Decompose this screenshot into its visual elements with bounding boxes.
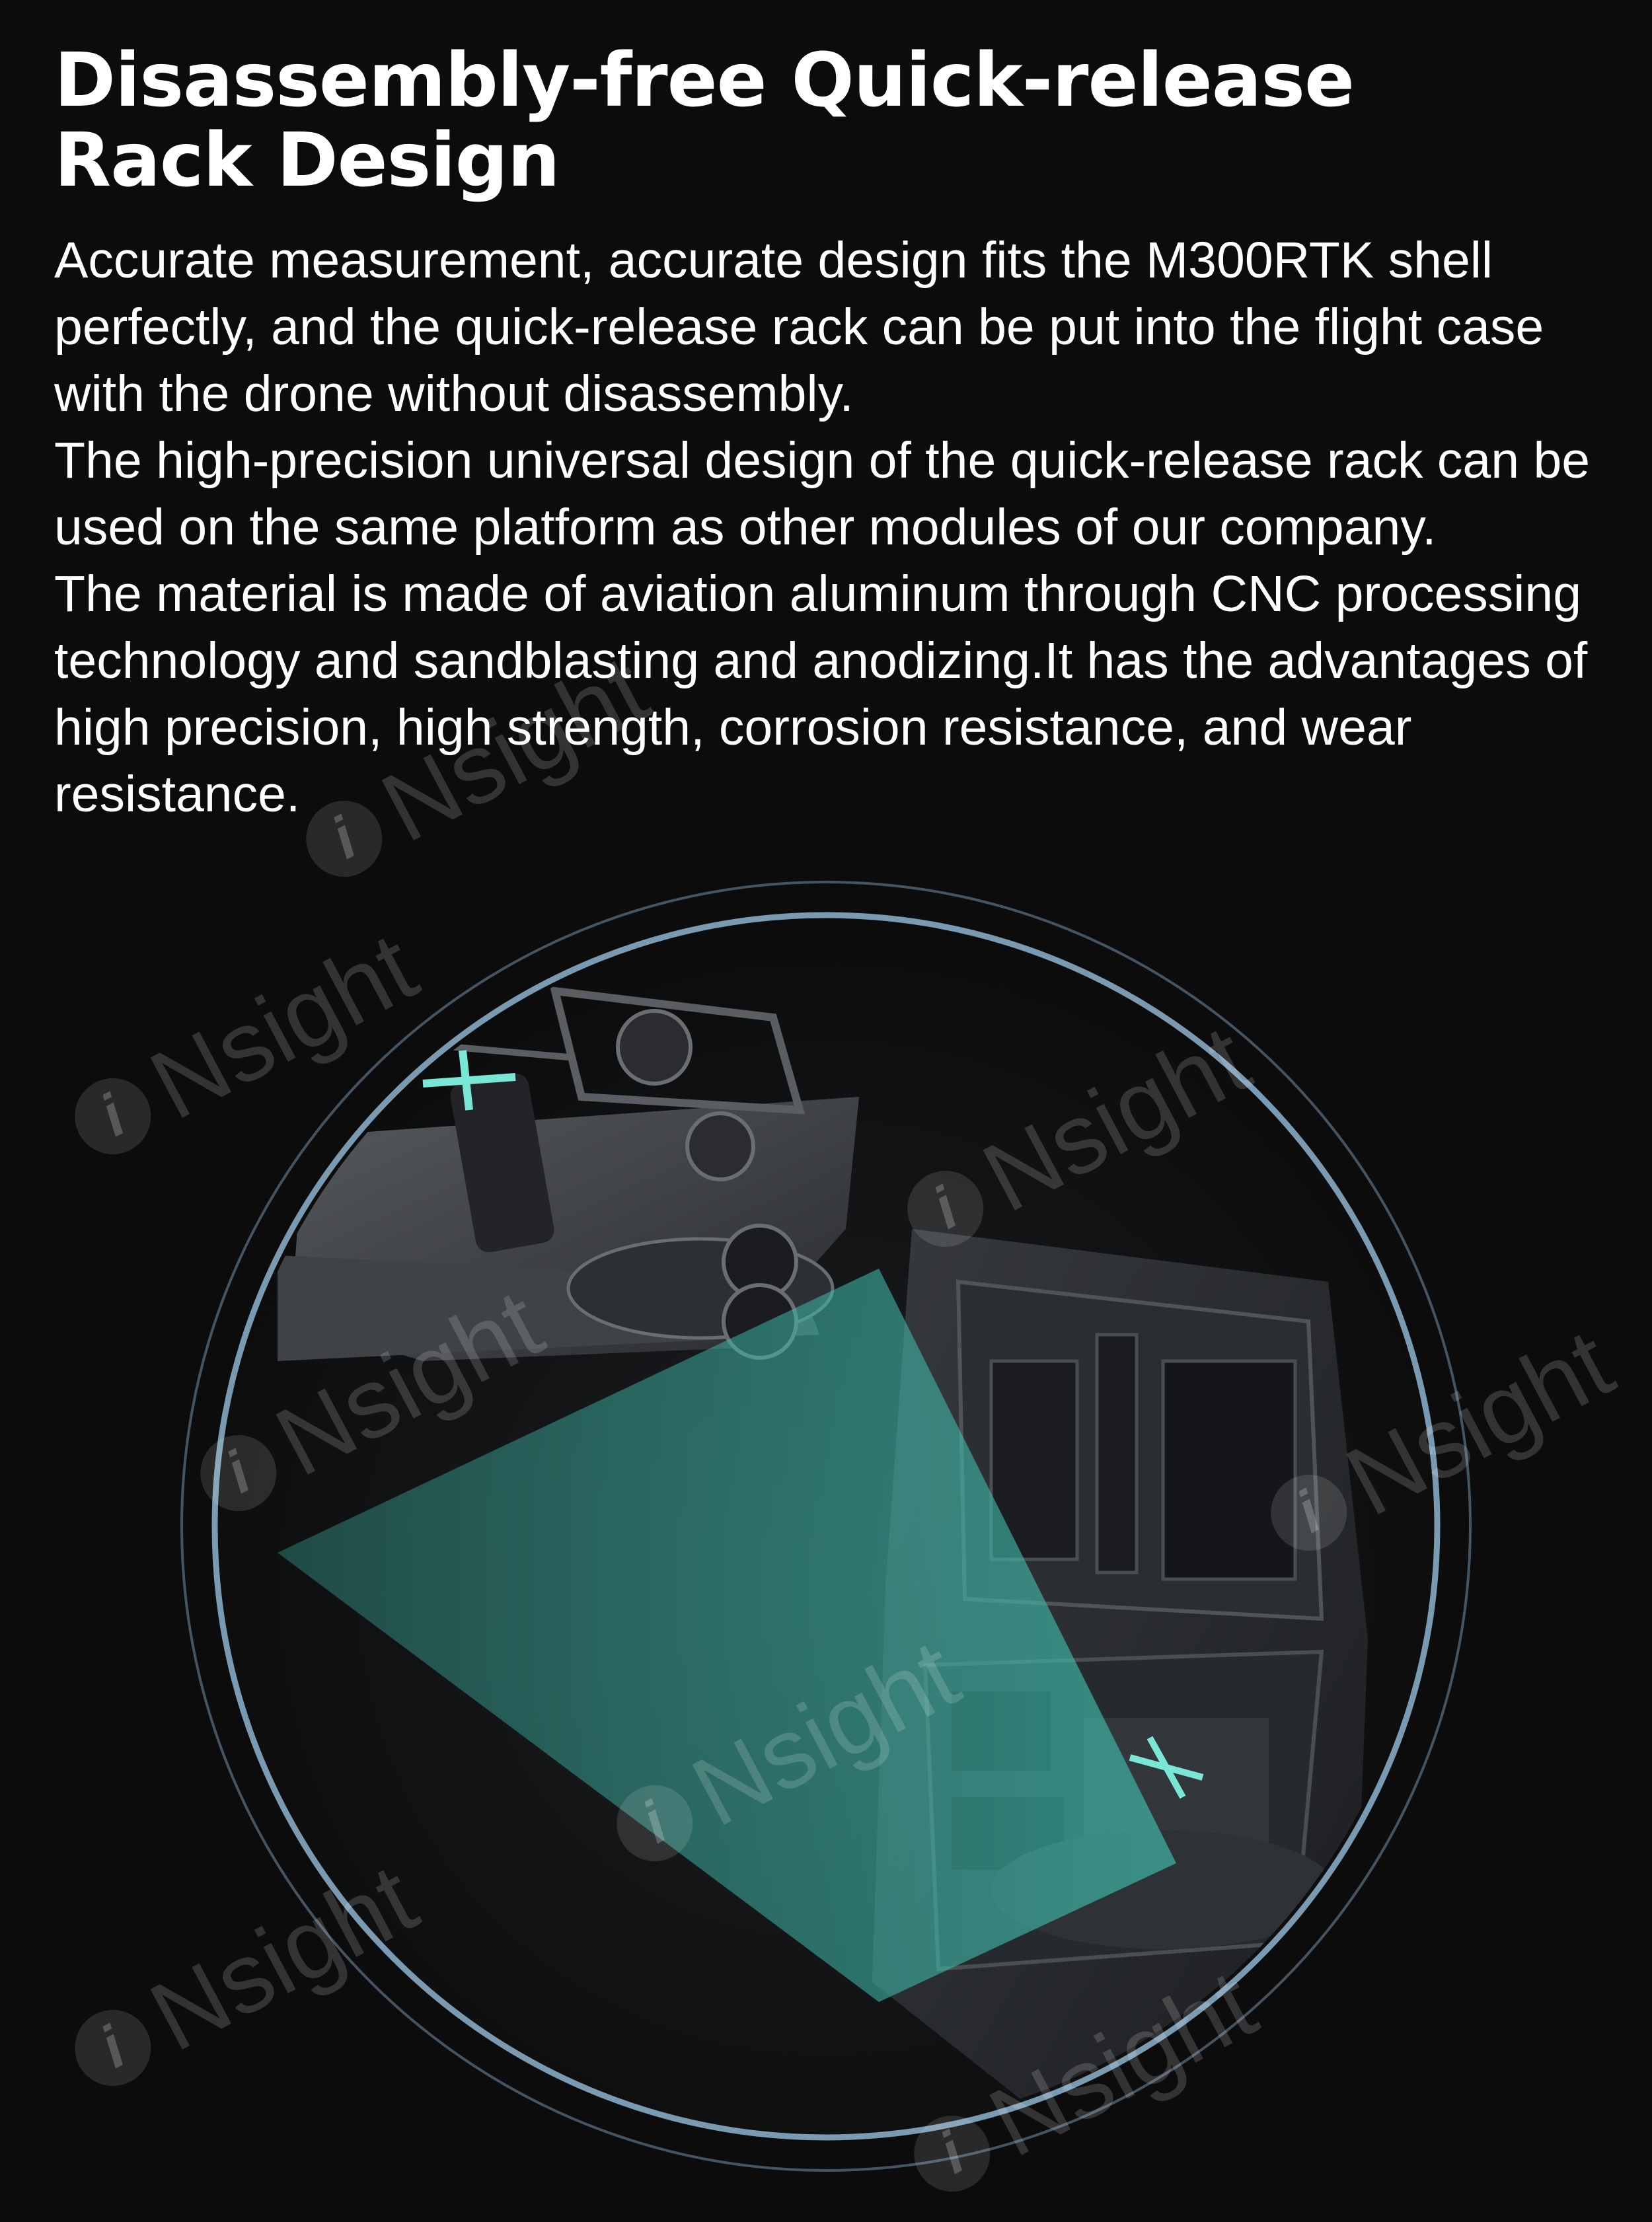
- watermark-text: Nsight: [1329, 1306, 1630, 1537]
- watermark-logo-icon: i: [293, 788, 396, 891]
- watermark-text: Nsight: [364, 632, 665, 863]
- watermark-logo-icon: i: [1258, 1462, 1361, 1565]
- watermark-logo-icon: i: [61, 1997, 165, 2100]
- description: [54, 227, 1627, 828]
- watermark-logo-icon: i: [187, 1422, 290, 1525]
- drone-in-case-illustration: [0, 859, 1652, 2197]
- title-line-1: Disassembly-free Quick-release: [54, 38, 1354, 124]
- watermark-logo-icon: i: [901, 2102, 1004, 2205]
- description-paragraph-1: Accurate measurement, accurate design fits the M300RTK shell perfectly, and the quick-release rack can be put into the flight case with the drone without disassembly.: [54, 232, 1544, 422]
- watermark-text: Nsight: [133, 1841, 433, 2072]
- watermark-text: Nsight: [133, 910, 433, 1140]
- title-line-2: Rack Design: [54, 118, 560, 204]
- description-paragraph-3: The material is made of aviation aluminum through CNC processing technology and sandblasting and anodizing.It has the advantages of high precision, high strength, corrosion resistance, and wear resistance.: [54, 566, 1588, 823]
- watermark-logo-icon: i: [894, 1158, 997, 1261]
- page-title: [54, 38, 1574, 204]
- watermark-logo-icon: i: [61, 1065, 165, 1168]
- description-paragraph-2: The high-precision universal design of the quick-release rack can be used on the same platform as other modules of our company.: [54, 432, 1591, 556]
- watermark-logo-icon: i: [603, 1772, 706, 1875]
